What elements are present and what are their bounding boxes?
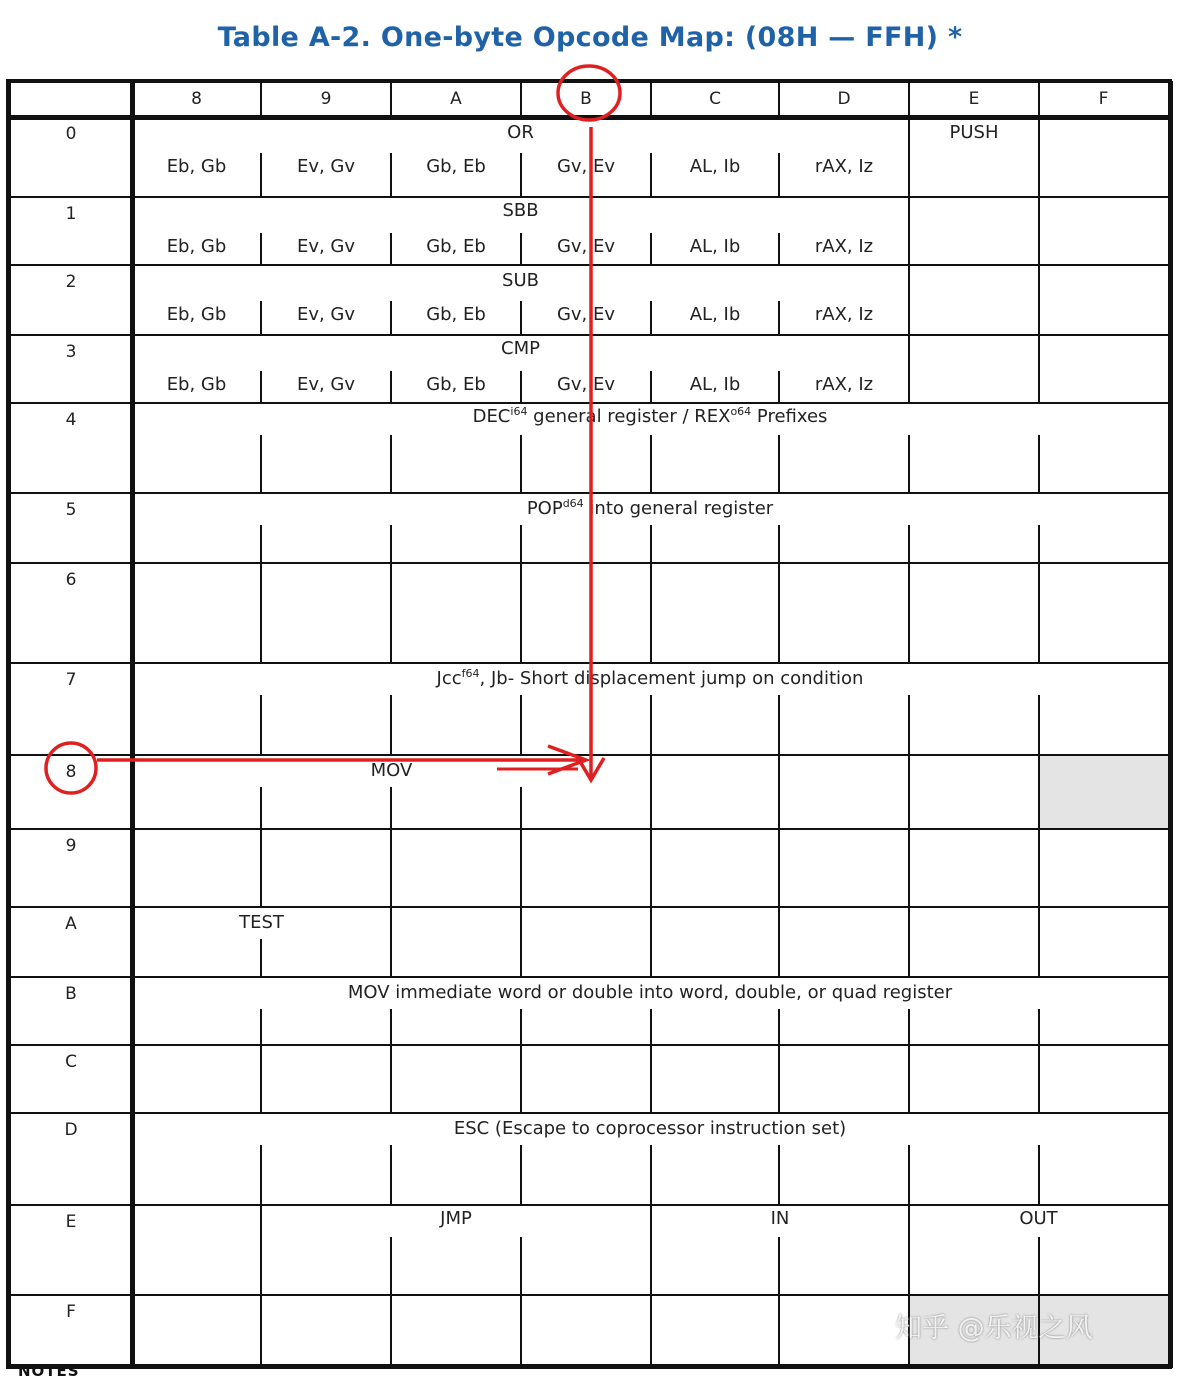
row-divider	[8, 196, 1170, 198]
col-divider	[778, 525, 780, 563]
col-divider	[520, 435, 522, 493]
table-left-border	[6, 81, 11, 1368]
col-divider	[778, 1009, 780, 1045]
row-header-0: 0	[65, 124, 77, 144]
opcode-cell: Gv, Ev	[556, 304, 616, 325]
opcode-cell: Gb, Eb	[426, 374, 486, 395]
col-divider	[1038, 907, 1040, 977]
col-divider	[260, 435, 262, 493]
row-divider	[8, 1294, 1170, 1296]
row-header-7: 7	[65, 670, 77, 690]
opcode-cell: rAX, Iz	[814, 374, 874, 395]
col-header-B: B	[580, 89, 592, 109]
label-part: Jcc	[436, 668, 462, 689]
span-label-cmp: CMP	[501, 338, 540, 359]
row-header-4: 4	[65, 410, 77, 430]
col-divider	[778, 829, 780, 907]
col-divider	[390, 787, 392, 829]
col-divider	[520, 563, 522, 663]
opcode-cell: Gv, Ev	[556, 236, 616, 257]
row-header-E: E	[65, 1212, 77, 1232]
col-divider	[390, 829, 392, 907]
col-divider	[778, 755, 780, 829]
opcode-cell-push-cs	[909, 122, 1039, 144]
row-divider	[8, 402, 1170, 404]
col-header-8: 8	[191, 89, 202, 109]
row-divider	[8, 662, 1170, 664]
row-divider	[8, 906, 1170, 908]
table-bottom-border	[6, 1364, 1172, 1369]
span-label-or: OR	[507, 122, 534, 143]
label-part: DEC	[472, 406, 511, 427]
span-label-pop-general	[132, 498, 1168, 520]
shaded-cell-8F	[1039, 755, 1168, 829]
opcode-cell: AL, Ib	[689, 156, 741, 177]
opcode-cell: Eb, Gb	[166, 374, 227, 395]
col-divider	[650, 1045, 652, 1113]
superscript: o64	[730, 405, 752, 418]
col-header-F: F	[1098, 89, 1109, 109]
col-divider	[650, 1145, 652, 1205]
col-divider	[908, 525, 910, 563]
opcode-cell: Ev, Gv	[296, 374, 356, 395]
label-part: into general register	[583, 498, 774, 519]
col-divider	[1038, 829, 1040, 907]
col-divider	[1038, 755, 1040, 829]
col-divider	[390, 525, 392, 563]
opcode-cell: Gb, Eb	[426, 236, 486, 257]
col-divider	[520, 1237, 522, 1295]
superscript: d64	[562, 497, 584, 510]
col-divider	[260, 695, 262, 755]
col-divider	[390, 695, 392, 755]
opcode-cell: Eb, Gb	[166, 156, 227, 177]
col-divider	[1038, 525, 1040, 563]
col-divider	[390, 1145, 392, 1205]
col-divider	[650, 1295, 652, 1366]
col-divider	[520, 907, 522, 977]
table-top-border	[6, 79, 1172, 83]
col-divider	[778, 1045, 780, 1113]
opcode-cell: rAX, Iz	[814, 304, 874, 325]
col-divider	[650, 695, 652, 755]
row-header-2: 2	[65, 272, 77, 292]
col-divider	[908, 1145, 910, 1205]
row-header-5: 5	[65, 500, 77, 520]
row-header-A: A	[65, 914, 77, 934]
col-divider	[260, 1009, 262, 1045]
col-divider	[520, 1045, 522, 1113]
col-divider	[1038, 1045, 1040, 1113]
col-divider	[1038, 335, 1040, 403]
span-label-out: OUT	[1019, 1208, 1058, 1229]
col-header-A: A	[450, 89, 462, 109]
row-header-6: 6	[65, 570, 77, 590]
col-divider	[908, 1009, 910, 1045]
row-header-D: D	[64, 1120, 78, 1140]
col-divider	[778, 435, 780, 493]
col-divider	[1038, 435, 1040, 493]
col-divider	[260, 1145, 262, 1205]
col-divider	[650, 563, 652, 663]
col-divider	[520, 1009, 522, 1045]
opcode-cell: Gv, Ev	[556, 156, 616, 177]
col-divider	[650, 525, 652, 563]
col-divider	[778, 1145, 780, 1205]
col-divider	[260, 787, 262, 829]
opcode-cell: Eb, Gb	[166, 236, 227, 257]
col-divider	[520, 829, 522, 907]
col-divider	[520, 525, 522, 563]
row-header-9: 9	[65, 836, 77, 856]
span-label-esc: ESC (Escape to coprocessor instruction set)	[453, 1118, 847, 1139]
span-label-jmp: JMP	[440, 1208, 472, 1229]
row-divider	[8, 1044, 1170, 1046]
span-label-mov: MOV	[370, 760, 413, 781]
row-divider	[8, 492, 1170, 494]
span-label-dec-rex	[132, 406, 1168, 428]
col-divider	[908, 563, 910, 663]
row-divider	[8, 562, 1170, 564]
label-part: Prefixes	[751, 406, 828, 427]
opcode-cell: AL, Ib	[689, 304, 741, 325]
col-divider	[650, 1009, 652, 1045]
col-divider	[1038, 1009, 1040, 1045]
row-header-3: 3	[65, 342, 77, 362]
col-divider	[260, 939, 262, 977]
opcode-cell: Eb, Gb	[166, 304, 227, 325]
col-header-C: C	[709, 89, 721, 109]
row-divider	[8, 754, 1170, 756]
col-header-E: E	[968, 89, 980, 109]
notes-heading-cut: NOTES	[18, 1362, 80, 1380]
opcode-cell: Gb, Eb	[426, 156, 486, 177]
superscript: i64	[510, 405, 528, 418]
span-label-test: TEST	[239, 912, 284, 933]
label-part: , Jb- Short displacement jump on condition	[479, 668, 864, 689]
col-divider	[390, 1237, 392, 1295]
opcode-cell: Ev, Gv	[296, 236, 356, 257]
col-divider	[778, 907, 780, 977]
col-divider	[520, 695, 522, 755]
opcode-cell: rAX, Iz	[814, 156, 874, 177]
span-label-in: IN	[770, 1208, 790, 1229]
opcode-cell: rAX, Iz	[814, 236, 874, 257]
col-divider	[908, 755, 910, 829]
col-divider	[650, 907, 652, 977]
col-header-D: D	[837, 89, 851, 109]
table-title: Table A-2. One-byte Opcode Map: (08H — FFH) *	[217, 22, 963, 53]
col-divider	[908, 1045, 910, 1113]
col-divider	[1038, 695, 1040, 755]
col-divider	[260, 829, 262, 907]
col-divider	[908, 435, 910, 493]
watermark: 知乎 @乐视之风	[895, 1313, 1093, 1344]
col-divider	[390, 1009, 392, 1045]
opcode-cell: Gv, Ev	[556, 374, 616, 395]
col-divider	[908, 695, 910, 755]
header-bottom-border	[6, 115, 1172, 120]
row-header-F: F	[66, 1302, 76, 1322]
opcode-cell: Ev, Gv	[296, 156, 356, 177]
row-divider	[8, 264, 1170, 266]
span-label-sbb: SBB	[502, 200, 539, 221]
label-part: general register / REX	[527, 406, 731, 427]
row-header-8: 8	[65, 762, 77, 782]
col-divider	[390, 1295, 392, 1366]
opcode-cell: Ev, Gv	[296, 304, 356, 325]
col-divider	[778, 1237, 780, 1295]
col-divider	[650, 435, 652, 493]
row-divider	[8, 334, 1170, 336]
col-divider	[260, 1295, 262, 1366]
mnemonic: PUSH	[949, 122, 999, 143]
col-divider	[908, 907, 910, 977]
row-header-B: B	[65, 984, 77, 1004]
col-divider	[390, 435, 392, 493]
col-divider	[390, 1045, 392, 1113]
span-label-sub: SUB	[502, 270, 539, 291]
row-divider	[8, 828, 1170, 830]
col-divider	[520, 787, 522, 829]
col-divider	[778, 563, 780, 663]
table-right-border	[1168, 81, 1173, 1368]
row-divider	[8, 976, 1170, 978]
col-divider	[1038, 265, 1040, 335]
span-label-mov-immediate: MOV immediate word or double into word, double, or quad register	[347, 982, 953, 1003]
col-header-9: 9	[320, 89, 332, 109]
label-part: POP	[526, 498, 563, 519]
row-header-C: C	[65, 1052, 77, 1072]
col-divider	[1038, 1237, 1040, 1295]
col-divider	[908, 829, 910, 907]
col-divider	[1038, 563, 1040, 663]
col-divider	[778, 695, 780, 755]
span-label-jcc	[132, 668, 1168, 690]
col-divider	[260, 1045, 262, 1113]
col-divider	[1038, 197, 1040, 265]
opcode-cell: AL, Ib	[689, 374, 741, 395]
row-divider	[8, 1112, 1170, 1114]
col-divider	[260, 525, 262, 563]
col-divider	[390, 563, 392, 663]
col-divider	[520, 1295, 522, 1366]
opcode-cell: Gb, Eb	[426, 304, 486, 325]
col-divider	[778, 1295, 780, 1366]
opcode-cell: AL, Ib	[689, 236, 741, 257]
col-divider	[650, 829, 652, 907]
superscript: f64	[461, 667, 480, 680]
row-divider	[8, 1204, 1170, 1206]
col-divider	[260, 563, 262, 663]
col-divider	[1038, 1145, 1040, 1205]
row-header-1: 1	[65, 204, 77, 224]
col-divider	[520, 1145, 522, 1205]
